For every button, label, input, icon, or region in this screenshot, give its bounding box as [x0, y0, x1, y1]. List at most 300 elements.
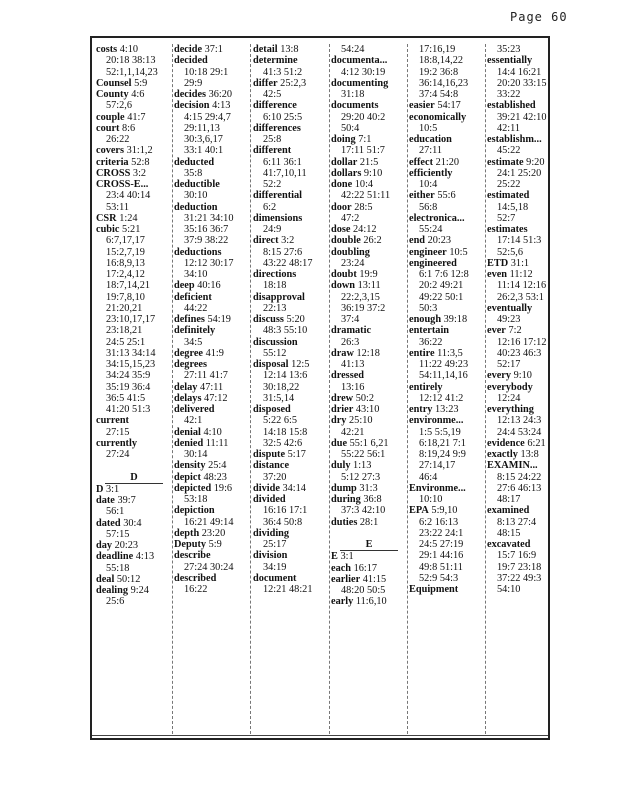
index-references: 37:20 [263, 471, 287, 483]
index-references: 42:22 51:11 [341, 190, 391, 202]
index-references: 17:11 51:7 [341, 145, 385, 157]
index-entry [253, 55, 329, 66]
index-references: 55:18 [106, 562, 130, 574]
index-references: 34:10 [184, 269, 208, 280]
index-references: 24:5 27:19 [419, 539, 464, 550]
index-entry [331, 483, 407, 494]
index-term: every [487, 370, 512, 382]
index-term: drew [331, 392, 354, 404]
index-references: 20:18 38:13 [106, 55, 156, 67]
index-references: 29:11,13 [184, 122, 220, 134]
index-references: 4:12 30:19 [341, 66, 386, 78]
index-references: 4:6 [131, 89, 145, 100]
index-references: 4:10 [203, 426, 222, 438]
index-entry [331, 179, 407, 190]
index-references: 28:5 [354, 201, 373, 213]
index-entry [174, 359, 250, 370]
index-term: entire [409, 347, 435, 359]
index-entry [174, 247, 250, 258]
index-entry [331, 55, 407, 66]
index-references: 9:20 [526, 156, 545, 168]
index-references: 19:7 23:18 [497, 561, 542, 573]
index-term: dry [331, 415, 347, 427]
index-term: doubt [331, 269, 357, 280]
index-term: easier [409, 100, 435, 112]
index-entry [253, 528, 329, 539]
index-references: 55:22 56:1 [341, 449, 386, 460]
index-term: draw [331, 347, 354, 359]
index-entry [174, 550, 250, 561]
index-term: dated [96, 517, 121, 529]
index-references: 25:22 [497, 179, 521, 190]
index-references: 13:8 [280, 44, 299, 55]
index-references: 5:20 [286, 314, 305, 325]
index-references: 14:4 16:21 [497, 66, 542, 78]
index-entry [96, 518, 172, 529]
index-entry [174, 393, 250, 404]
index-entry [96, 438, 172, 449]
index-term: County [96, 89, 129, 100]
index-entry [409, 213, 485, 224]
index-entry [253, 235, 329, 246]
index-references: 9:10 [363, 167, 383, 179]
index-references: 18:7,14,21 [106, 280, 151, 292]
index-references: 54:19 [207, 314, 231, 325]
index-entry [253, 123, 329, 134]
index-references: 1:5 5:5,19 [419, 426, 461, 438]
index-references: 27:14,17 [419, 460, 456, 472]
index-references: 52:9 54:3 [419, 572, 459, 584]
index-references: 52:1,1,14,23 [106, 66, 158, 78]
index-references: 48:23 [203, 471, 227, 483]
index-column-3 [253, 44, 329, 734]
index-entry [487, 100, 549, 111]
index-term: directions [253, 269, 297, 280]
index-references: 36:19 37:2 [341, 302, 386, 314]
index-entry [96, 179, 172, 190]
index-entry [174, 505, 250, 516]
index-entry [253, 145, 329, 156]
index-entry [174, 438, 250, 449]
index-references: 20:23 [427, 235, 452, 247]
index-term: couple [96, 111, 125, 123]
index-entry [487, 134, 549, 145]
index-term: enough [409, 314, 442, 325]
index-references: 55:1 6,21 [349, 437, 389, 449]
index-entry [331, 269, 407, 280]
index-references: 21:5 [359, 156, 379, 168]
index-references: 43:10 [355, 404, 380, 415]
index-entry [174, 528, 250, 539]
index-entry [96, 112, 172, 123]
index-term: documenta... [331, 55, 388, 67]
index-term: Equipment [409, 584, 459, 595]
index-term: doing [331, 134, 356, 145]
index-references: 27:24 30:24 [184, 561, 234, 573]
index-references: 26:2,3 53:1 [497, 291, 544, 303]
index-term: entertain [409, 325, 450, 337]
index-term: differ [253, 77, 278, 89]
index-references: 35:23 [497, 44, 521, 55]
index-term: dressed [331, 370, 364, 382]
index-term: depth [174, 527, 200, 539]
index-references: 54:11,14,16 [419, 370, 468, 382]
index-references: 11:11 [205, 437, 229, 449]
index-term: everybody [487, 381, 533, 393]
index-entry [409, 483, 485, 494]
index-references: 5:9,10 [431, 505, 458, 517]
index-entry [174, 202, 250, 213]
index-entry [409, 112, 485, 123]
index-references: 17:14 51:3 [497, 235, 542, 247]
index-references: 25:17 [263, 539, 287, 550]
index-references: 52:2 [263, 179, 282, 190]
index-references: 42:1 [184, 415, 203, 427]
index-references: 7:2 [508, 325, 522, 337]
index-references: 37:9 38:22 [184, 235, 229, 247]
index-term: denied [174, 437, 204, 449]
index-term: deducted [174, 156, 215, 168]
index-references: 34:5 [184, 336, 203, 348]
index-references: 16:8,9,13 [106, 257, 145, 269]
index-entry [253, 269, 329, 280]
index-term: dealing [96, 585, 129, 596]
index-term: established [487, 100, 536, 112]
index-references: 35:8 [184, 167, 203, 179]
index-entry [331, 235, 407, 246]
index-references: 31:21 34:10 [184, 212, 234, 224]
index-references: 20:20 33:15 [497, 77, 547, 89]
index-references: 40:16 [197, 280, 221, 292]
index-entry [409, 258, 485, 269]
index-references: 8:15 24:22 [497, 471, 542, 483]
index-entry [174, 427, 250, 438]
index-references: 7:1 [358, 134, 372, 145]
index-references: 13:11 [357, 280, 381, 292]
index-term: entirely [409, 381, 443, 393]
index-references: 16:21 49:14 [184, 516, 234, 528]
index-term: everything [487, 404, 534, 415]
index-term: depicted [174, 482, 212, 494]
index-references: 27:24 [106, 449, 130, 460]
index-references: 25:10 [349, 415, 373, 427]
index-references: 36:20 [208, 89, 233, 100]
index-references: 29:1 44:16 [419, 550, 464, 562]
index-references: 6:2 16:13 [419, 516, 459, 528]
index-term: done [331, 179, 353, 190]
index-references: 17:2,4,12 [106, 269, 145, 280]
index-references: 18:18 [263, 280, 287, 292]
index-column-6 [487, 44, 549, 734]
index-references: 52:7 [497, 212, 516, 224]
index-column-4 [331, 44, 407, 734]
index-entry [253, 190, 329, 201]
index-entry [96, 551, 172, 562]
index-references: 24:1 25:20 [497, 167, 542, 179]
index-references: 39:7 [117, 495, 136, 506]
index-term: disposed [253, 404, 291, 415]
index-references: 13:23 [435, 404, 459, 415]
index-term: delivered [174, 404, 215, 415]
index-term: during [331, 494, 361, 505]
index-entry [487, 460, 549, 471]
index-references: 17:16,19 [419, 44, 456, 55]
index-references: 33:22 [497, 89, 521, 100]
index-references: 29:9 [184, 77, 203, 89]
index-references: 31:13 34:14 [106, 347, 156, 359]
index-entry [487, 370, 549, 381]
index-references: 39:21 42:10 [497, 111, 547, 123]
index-references: 6:18,21 7:1 [419, 437, 466, 449]
index-references: 21:20 [435, 156, 460, 168]
index-references: 41:9 [205, 347, 224, 359]
index-entry [409, 247, 485, 258]
index-references: 47:12 [204, 392, 228, 404]
index-references: 42:5 [263, 89, 282, 100]
index-references: 22:2,3,15 [341, 291, 380, 303]
index-references: 37:3 42:10 [341, 505, 386, 517]
index-entry [96, 415, 172, 426]
index-references: 12:5 [291, 359, 310, 370]
index-references: 34:15,15,23 [106, 359, 156, 370]
index-references: 12:24 [497, 392, 521, 404]
index-entry [331, 517, 407, 528]
index-entry [174, 325, 250, 336]
index-term: doubling [331, 246, 370, 258]
index-references: 35:16 36:7 [184, 224, 229, 235]
index-term: deal [96, 573, 115, 585]
index-entry [331, 202, 407, 213]
index-references: 46:4 [419, 471, 438, 483]
index-references: 5:21 [122, 224, 141, 235]
index-references: 5:17 [287, 449, 306, 460]
index-references: 15:7 16:9 [497, 550, 537, 562]
index-term: determine [253, 55, 298, 67]
index-references: 36:22 [419, 336, 443, 348]
index-term: direct [253, 235, 279, 247]
index-entry [331, 100, 407, 111]
index-entry [487, 539, 549, 550]
index-entry [409, 584, 485, 595]
index-term: essentially [487, 55, 533, 67]
index-term: discussion [253, 336, 298, 348]
index-entry [253, 213, 329, 224]
index-entry [409, 382, 485, 393]
index-term: documenting [331, 77, 389, 89]
index-references: 3:2 [132, 167, 147, 179]
index-term: defines [174, 314, 205, 325]
index-term: even [487, 269, 508, 280]
index-entry [487, 382, 549, 393]
index-entry [331, 78, 407, 89]
index-references: 25:4 [208, 460, 227, 472]
spacer [331, 528, 407, 539]
index-references: 31:18 [341, 89, 365, 100]
index-references: 6:21 [527, 437, 546, 449]
index-term: dollars [331, 167, 362, 179]
index-entry [487, 157, 549, 168]
index-references: 23:24 [341, 257, 365, 269]
index-references: 3:2 [281, 235, 295, 247]
index-references: 10:18 29:1 [184, 66, 229, 78]
index-term: day [96, 540, 113, 551]
index-term: decision [174, 100, 210, 112]
index-entry [487, 269, 549, 280]
index-term: Counsel [96, 77, 132, 89]
index-entry [96, 540, 172, 551]
index-term: excavated [487, 539, 531, 550]
index-references: 23:20 [201, 527, 226, 539]
index-term: CSR [96, 212, 117, 224]
index-term: delay [174, 381, 198, 393]
section-letter: E [340, 539, 398, 551]
index-entry [487, 224, 549, 235]
index-term: either [409, 190, 435, 202]
index-references: 42:11 [497, 122, 521, 134]
index-entry [331, 370, 407, 381]
index-references: 23:22 24:1 [419, 527, 464, 539]
index-references: 16:22 [184, 584, 208, 595]
index-references: 27:15 [106, 426, 130, 438]
index-entry [96, 224, 172, 235]
index-references: 35:19 36:4 [106, 381, 151, 393]
index-entry [331, 393, 407, 404]
index-term: early [331, 596, 354, 608]
index-references: 18:8,14,22 [419, 55, 464, 67]
index-entry [174, 472, 250, 483]
column-divider [485, 44, 486, 734]
index-term: depict [174, 471, 201, 483]
index-references: 36:4 50:8 [263, 516, 303, 528]
index-references: 34:19 [263, 561, 287, 573]
index-entry [174, 44, 250, 55]
index-term: estimate [487, 156, 524, 168]
index-references: 12:21 48:21 [263, 584, 313, 595]
index-term: depiction [174, 505, 215, 517]
index-references: 8:6 [122, 122, 136, 134]
index-entry [331, 404, 407, 415]
index-entry [409, 100, 485, 111]
index-term: evidence [487, 437, 525, 449]
index-term: decides [174, 89, 207, 100]
index-references: 47:2 [341, 212, 360, 224]
index-references: 55:6 [437, 190, 456, 202]
index-references: 31:3 [359, 482, 378, 494]
index-references: 11:12 [509, 269, 533, 280]
index-references: 5:22 6:5 [263, 415, 298, 427]
index-term: CROSS-E... [96, 179, 149, 190]
index-references: 10:5 [449, 246, 468, 258]
index-references: 30:4 [123, 517, 142, 529]
index-entry [331, 134, 407, 145]
index-entry [409, 404, 485, 415]
index-references: 21:20,21 [106, 302, 143, 314]
index-references: 30:3,6,17 [184, 134, 223, 145]
index-entry [96, 574, 172, 585]
index-term: entry [409, 404, 433, 415]
index-references: 1:24 [119, 212, 138, 224]
index-term: down [331, 280, 356, 292]
index-entry [96, 44, 172, 55]
index-references: 34:24 35:9 [106, 370, 151, 382]
index-term: duties [331, 516, 358, 528]
index-term: discuss [253, 314, 284, 325]
index-references: 25:8 [263, 134, 282, 145]
index-term: delays [174, 392, 202, 404]
index-term: door [331, 201, 352, 213]
column-divider [172, 44, 173, 734]
index-references: 14:5,18 [497, 201, 529, 213]
index-references: 10:4 [354, 179, 374, 190]
index-term: efficiently [409, 167, 453, 179]
index-references: 37:1 [204, 44, 223, 55]
index-references: 16:16 17:1 [263, 505, 308, 517]
index-references: 12:12 30:17 [184, 257, 234, 269]
index-term: currently [96, 437, 137, 449]
index-entry [253, 460, 329, 471]
index-entry [409, 235, 485, 246]
index-references: 55:24 [419, 224, 443, 235]
index-term: electronica... [409, 212, 465, 224]
index-references: 4:10 [119, 44, 139, 55]
index-entry [331, 494, 407, 505]
index-references: 4:15 29:4,7 [184, 111, 231, 123]
index-references: 28:1 [359, 516, 379, 528]
index-term: detail [253, 44, 278, 55]
index-references: 6:11 36:1 [263, 156, 302, 168]
index-references: 22:13 [263, 302, 287, 314]
index-term: density [174, 460, 206, 472]
index-references: 6:10 25:5 [263, 111, 303, 123]
index-entry [331, 438, 407, 449]
index-entry [331, 574, 407, 585]
index-entry [409, 314, 485, 325]
index-references: 50:4 [341, 122, 360, 134]
index-references: 30:14 [184, 449, 208, 460]
index-references: 39:18 [443, 314, 468, 325]
index-entry [96, 145, 172, 156]
index-term: deficient [174, 291, 212, 303]
index-references: 26:2 [363, 235, 382, 247]
index-term: differential [253, 190, 302, 202]
index-references: 57:2,6 [106, 100, 133, 112]
index-references: 42:21 [341, 426, 365, 438]
index-entry [409, 134, 485, 145]
index-entry [96, 78, 172, 89]
index-entry [331, 325, 407, 336]
index-term: exactly [487, 449, 518, 460]
index-references: 54:17 [437, 100, 461, 112]
index-references: 32:5 42:6 [263, 437, 303, 449]
index-references: 52:17 [497, 359, 521, 370]
index-entry [174, 157, 250, 168]
index-entry [331, 348, 407, 359]
index-term: different [253, 145, 292, 157]
index-entry [331, 168, 407, 179]
column-divider [250, 44, 251, 734]
index-references: 13:16 [341, 381, 365, 393]
index-entry [174, 292, 250, 303]
index-entry [409, 505, 485, 516]
index-references: 27:11 41:7 [184, 370, 228, 382]
index-entry [253, 483, 329, 494]
index-references: 9:10 [513, 370, 532, 382]
index-references: 11:6,10 [355, 596, 387, 608]
index-term: engineer [409, 246, 447, 258]
index-term: criteria [96, 156, 129, 168]
index-references: 40:23 46:3 [497, 347, 542, 359]
index-references: 5:9 [134, 77, 148, 89]
